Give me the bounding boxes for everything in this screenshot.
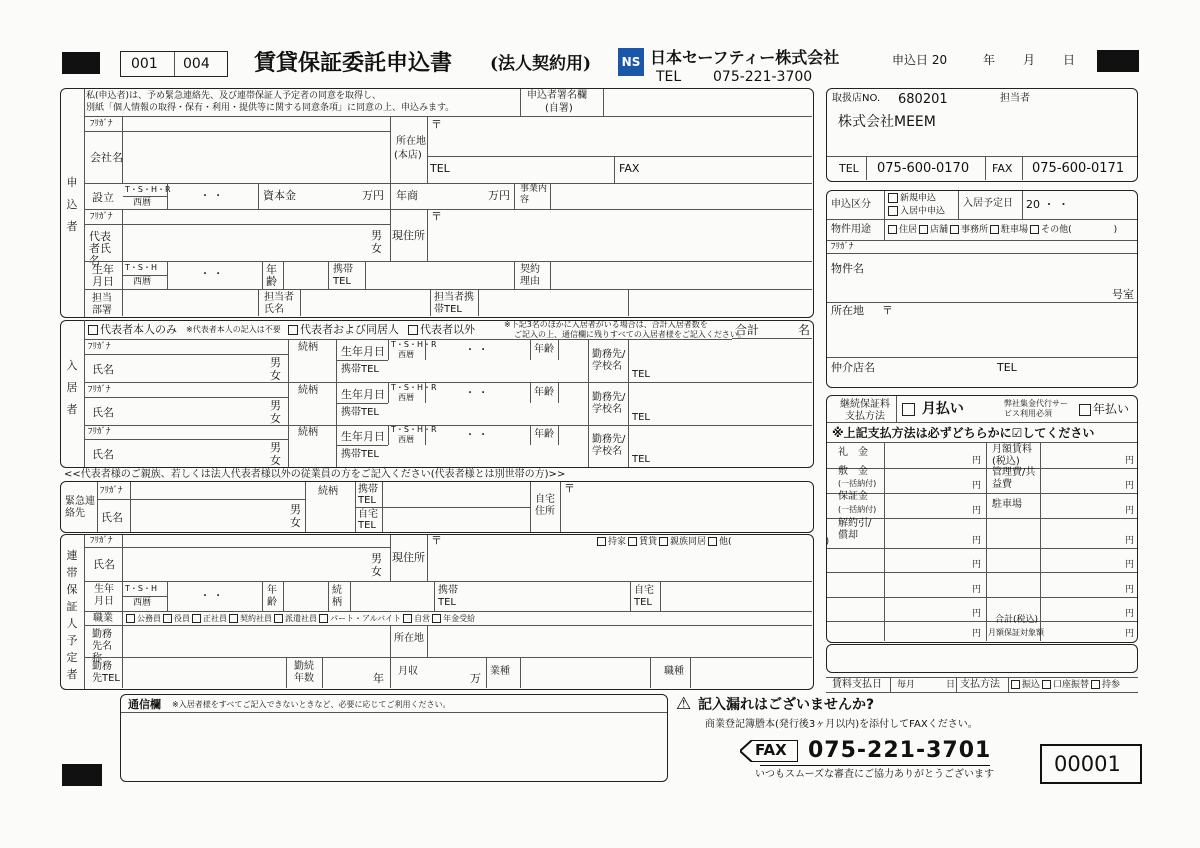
date-day: 日: [1063, 53, 1076, 67]
consent-line-2: 別紙「個人情報の取得・保有・利用・提供等に関する同意条項」に同意の上、申込みます。: [86, 103, 455, 113]
resident-birth-dots: ・ ・: [465, 388, 489, 399]
staff-name-label: 担当者氏名: [264, 292, 294, 315]
footer-fax-number: 075-221-3701: [808, 738, 992, 763]
guarantor-postal: 〒: [431, 534, 442, 547]
resident-relation: 続柄: [298, 385, 318, 396]
resident-workplace-label: 勤務先/学校名: [592, 392, 626, 415]
resident-era: T・S・H・R: [391, 383, 437, 392]
work-tel-label: 勤務先TEL: [92, 661, 120, 684]
capital-unit: 万円: [362, 189, 384, 202]
rep-address-label: 現住所: [392, 229, 425, 242]
emergency-postal: 〒: [564, 482, 575, 495]
service-note: 弊社集金代行サービス利用必須: [1004, 399, 1068, 418]
yearly-option[interactable]: 年払い: [1079, 403, 1129, 416]
date-year: 年: [983, 53, 996, 67]
seireki-label: 西暦: [133, 198, 152, 208]
yen-right: 円: [1125, 560, 1135, 570]
warning-icon: ⚠: [676, 694, 692, 714]
property-postal: 〒: [882, 304, 893, 317]
signature-label: 申込者署名欄: [527, 90, 587, 101]
resident-birth-label: 生年月日: [341, 388, 385, 401]
residents-total-label: 合計: [735, 323, 760, 337]
residents-total-unit: 名: [798, 323, 811, 337]
yen-right: 円: [1125, 506, 1135, 516]
occupations-option[interactable]: 公務員: [126, 614, 161, 623]
established-label: 設立: [92, 191, 114, 204]
usage-label: 物件用途: [831, 224, 871, 235]
occupations-option[interactable]: 年金受給: [432, 614, 475, 623]
years-unit: 年: [373, 672, 384, 685]
emergency-name-label: 氏名: [101, 511, 123, 524]
usages-option[interactable]: その他(: [1030, 225, 1072, 235]
option-other-than-rep[interactable]: 代表者以外: [408, 324, 475, 335]
resident-male: 男: [270, 399, 281, 412]
resident-age-label: 年齢: [534, 387, 554, 398]
registration-mark-top-right: [1097, 50, 1139, 72]
occupations-option[interactable]: 正社員: [192, 614, 227, 623]
store-no-value: 680201: [898, 92, 948, 107]
category-label: 申込区分: [831, 199, 871, 210]
yen-right: 円: [1125, 481, 1135, 491]
resident-workplace-label: 勤務先/学校名: [592, 349, 626, 372]
usages-option[interactable]: 駐車場: [990, 225, 1028, 235]
emergency-relation: 続柄: [318, 486, 338, 497]
emergency-furigana: ﾌﾘｶﾞﾅ: [100, 486, 123, 496]
housing-option[interactable]: 他(: [708, 537, 732, 547]
resident-tel-label: TEL: [632, 412, 650, 423]
form-code: [120, 51, 228, 77]
resident-mobile-label: 携帯TEL: [341, 364, 379, 375]
yen-left: 円: [972, 629, 982, 639]
payment-left-label: 保証金: [838, 491, 868, 502]
emergency-male: 男: [290, 503, 301, 516]
resident-furigana: ﾌﾘｶﾞﾅ: [88, 342, 111, 352]
guarantor-age-label: 年齢: [267, 585, 277, 608]
paymethods-option[interactable]: 振込: [1011, 680, 1040, 690]
total-label: 合計(税込): [995, 615, 1039, 625]
resident-seireki: 西暦: [398, 435, 414, 444]
total-sub-label: 月額保証対象額: [988, 628, 1044, 637]
resident-era: T・S・H・R: [391, 425, 437, 434]
resident-era: T・S・H・R: [391, 340, 437, 349]
option-rep-and-cohabitant[interactable]: 代表者および同居人: [288, 324, 399, 335]
date-month: 月: [1023, 53, 1036, 67]
resident-mobile-label: 携帯TEL: [341, 407, 379, 418]
guarantor-female: 女: [371, 565, 382, 578]
usages-option[interactable]: 住居: [888, 225, 917, 235]
pay-method-label: 支払方法: [960, 679, 1000, 690]
yen-left: 円: [972, 585, 982, 595]
residents-note-2: ご記入の上、通信欄に残りすべての入居者様をご記入ください。: [514, 330, 746, 339]
payment-method-label: 継続保証料支払方法: [840, 399, 890, 422]
payment-left-label: 礼 金: [838, 447, 868, 458]
guarantor-era: T・S・H: [125, 584, 157, 593]
yen-left: 円: [972, 456, 982, 466]
contract-reason-label: 契約理由: [520, 264, 540, 287]
occupation-options[interactable]: [126, 614, 477, 623]
rent-day-label: 賃料支払日: [832, 679, 882, 690]
occupations-option[interactable]: 派遣社員: [274, 614, 317, 623]
guarantor-seireki: 西暦: [133, 598, 152, 608]
emergency-side-label: 緊急連絡先: [65, 496, 95, 519]
form-code-2: 004: [183, 56, 210, 72]
yen-right: 円: [1125, 456, 1135, 466]
attach-instruction: 商業登記簿謄本(発行後3ヶ月以内)を添付してFAXください。: [705, 719, 978, 730]
guarantor-home-tel-label: 自宅TEL: [634, 585, 654, 608]
payment-left-label: (一括納付): [838, 479, 877, 488]
monthly-option[interactable]: 月払い: [902, 402, 964, 416]
rep-mobile-label: 携帯TEL: [333, 264, 353, 287]
emergency-home-tel-label: 自宅TEL: [358, 509, 378, 531]
option-rep-only-note: ※代表者本人の記入は不要: [186, 325, 281, 334]
staff-mobile-label: 担当者携帯TEL: [434, 292, 474, 315]
pay-method-options[interactable]: [1011, 680, 1122, 690]
agent-company: 株式会社MEEM: [838, 114, 936, 130]
applicant-side-label: 申込者: [66, 176, 78, 233]
income-label: 月収: [398, 666, 418, 677]
industry-label: 業種: [490, 666, 510, 677]
occupations-option[interactable]: 役員: [163, 614, 190, 623]
yen-left: 円: [972, 560, 982, 570]
rent-day-monthly: 毎月: [897, 680, 916, 690]
postal-mark: 〒: [431, 118, 442, 131]
property-address-label: 所在地: [831, 304, 864, 317]
blank-box: [826, 644, 1138, 673]
job-label: 職種: [664, 666, 684, 677]
resident-furigana: ﾌﾘｶﾞﾅ: [88, 427, 111, 437]
residents-section: [60, 320, 814, 468]
communication-label: 通信欄: [128, 698, 161, 711]
guarantor-name-label: 氏名: [93, 558, 115, 571]
staff-dept-label: 担当部署: [92, 293, 112, 316]
agent-staff-label: 担当者: [1000, 93, 1030, 104]
payment-right-label: 駐車場: [992, 499, 1022, 510]
payment-left-label: 解約引/償却: [838, 518, 872, 541]
guarantor-mobile-label: 携帯TEL: [438, 585, 458, 608]
move-in-label: 入居予定日: [963, 198, 1013, 209]
sales-label: 年商: [396, 189, 418, 202]
yen-left: 円: [972, 609, 982, 619]
payment-must-note: ※上記支払方法は必ずどちらかに☑してください: [832, 426, 1095, 440]
guarantor-birth-label: 生年月日: [94, 584, 114, 607]
housing-option[interactable]: 賃貸: [628, 537, 657, 547]
era-options: T・S・H・R: [125, 185, 171, 194]
residents-note-1: ※下記3名のほかに入居者がいる場合は、合計入居者数を: [504, 320, 708, 329]
form-subtitle: (法人契約用): [490, 54, 592, 74]
fax-badge-label: FAX: [755, 741, 787, 759]
fax-badge: [740, 740, 798, 762]
company-tel: 075-221-3700: [713, 69, 813, 85]
broker-tel-label: TEL: [997, 361, 1017, 374]
guarantor-furigana: ﾌﾘｶﾞﾅ: [90, 536, 113, 546]
rep-age-label: 年齢: [266, 263, 277, 288]
resident-workplace-label: 勤務先/学校名: [592, 434, 626, 457]
form-title: 賃貸保証委託申込書: [254, 50, 453, 76]
resident-name-label: 氏名: [92, 406, 114, 419]
emergency-mobile-label: 携帯TEL: [358, 484, 378, 506]
yen-right: 円: [1125, 609, 1135, 619]
resident-relation: 続柄: [298, 342, 318, 353]
resident-mobile-label: 携帯TEL: [341, 449, 379, 460]
resident-age-label: 年齢: [534, 429, 554, 440]
resident-relation: 続柄: [298, 427, 318, 438]
furigana-label: ﾌﾘｶﾞﾅ: [90, 119, 113, 129]
address-label: 所在地: [396, 136, 426, 147]
work-name-label: 勤務先名称: [92, 629, 112, 664]
payment-left-label: 敷 金: [838, 466, 868, 477]
resident-seireki: 西暦: [398, 393, 414, 402]
resident-birth-label: 生年月日: [341, 430, 385, 443]
capital-label: 資本金: [263, 189, 296, 202]
option-rep-only[interactable]: 代表者本人のみ: [88, 324, 177, 335]
resident-male: 男: [270, 356, 281, 369]
resident-name-label: 氏名: [92, 363, 114, 376]
usages-option[interactable]: 店舗: [919, 225, 948, 235]
company-tel-label: TEL: [656, 69, 682, 85]
housing-close: ): [825, 537, 830, 547]
sales-unit: 万円: [488, 189, 510, 202]
work-address-label: 所在地: [394, 633, 424, 644]
emergency-female: 女: [290, 516, 301, 529]
yen-left: 円: [972, 536, 982, 546]
consent-line-1: 私(申込者)は、予め緊急連絡先、及び連帯保証人予定者の同意を取得し、: [86, 91, 382, 101]
missing-entry-warning: 記入漏れはございませんか?: [698, 697, 875, 713]
rep-birth-dots: ・ ・: [200, 269, 224, 280]
resident-name-label: 氏名: [92, 448, 114, 461]
rep-seireki: 西暦: [133, 277, 152, 287]
resident-birth-label: 生年月日: [341, 345, 385, 358]
usages-option[interactable]: 事務所: [950, 225, 988, 235]
resident-female: 女: [270, 454, 281, 467]
company-name-label: 会社名: [90, 151, 123, 164]
occupations-option[interactable]: 自営: [403, 614, 430, 623]
store-no-label: 取扱店NO.: [832, 93, 881, 104]
property-furigana: ﾌﾘｶﾞﾅ: [831, 242, 854, 252]
head-office-label: (本店): [394, 150, 422, 161]
residents-side-label: 入居者: [66, 359, 78, 416]
form-code-1: 001: [131, 56, 158, 72]
housing-option[interactable]: 親族同居: [659, 537, 706, 547]
agent-tel-label: TEL: [839, 162, 859, 175]
occupations-option[interactable]: 契約社員: [229, 614, 272, 623]
resident-age-label: 年齢: [534, 344, 554, 355]
guarantor-side-label: 連帯保証人予定者: [66, 549, 78, 681]
guarantor-section: [60, 534, 814, 690]
resident-seireki: 西暦: [398, 350, 414, 359]
resident-male: 男: [270, 441, 281, 454]
guarantor-male: 男: [371, 552, 382, 565]
resident-birth-dots: ・ ・: [465, 430, 489, 441]
resident-birth-dots: ・ ・: [465, 345, 489, 356]
income-unit: 万: [470, 672, 481, 685]
agent-tel: 075-600-0170: [877, 161, 970, 176]
paymethods-option[interactable]: 口座振替: [1042, 680, 1089, 690]
established-date-dots: ・ ・: [200, 191, 224, 202]
payment-left-label: (一括納付): [838, 505, 877, 514]
broker-label: 仲介店名: [831, 361, 875, 374]
resident-female: 女: [270, 412, 281, 425]
rep-era: T・S・H: [125, 263, 157, 272]
applicant-fax-label: FAX: [619, 162, 640, 175]
signature-sub: (自署): [545, 103, 573, 114]
rent-day-unit: 日: [946, 680, 956, 690]
years-label: 勤続年数: [294, 661, 314, 684]
emergency-instruction: <<代表者様のご親族、若しくは法人代表者様以外の従業員の方をご記入ください(代表者様とは別世帯の方)>>: [64, 469, 566, 480]
application-date-label: 申込日 20: [892, 53, 948, 67]
rep-female: 女: [371, 242, 382, 255]
rep-furigana: ﾌﾘｶﾞﾅ: [90, 212, 113, 222]
rep-birth-label: 生年月日: [92, 263, 114, 288]
guarantor-relation-label: 続柄: [332, 585, 342, 608]
room-label: 号室: [1112, 288, 1134, 301]
thanks-message: いつもスムーズな審査にご協力ありがとうございます: [755, 769, 994, 780]
applicant-tel-label: TEL: [430, 162, 450, 175]
occupations-option[interactable]: パート・アルバイト: [319, 614, 401, 623]
moving-application[interactable]: 入居中申込: [888, 206, 945, 217]
housing-options[interactable]: [597, 537, 829, 547]
usages-close: ): [1113, 225, 1118, 235]
payment-right-label: 管理費/共益費: [992, 467, 1036, 490]
payment-right-label: 月額賃料(税込): [992, 444, 1032, 467]
yen-right: 円: [1125, 629, 1135, 639]
guarantor-birth-dots: ・ ・: [200, 591, 224, 602]
rep-male: 男: [371, 229, 382, 242]
resident-tel-label: TEL: [632, 454, 650, 465]
guarantor-address-label: 現住所: [392, 551, 425, 564]
new-application[interactable]: 新規申込: [888, 193, 936, 204]
agent-fax: 075-600-0171: [1032, 161, 1125, 176]
usage-options[interactable]: [888, 225, 1117, 235]
emergency-home-address-label: 自宅住所: [535, 494, 555, 517]
paymethods-option[interactable]: 持参: [1091, 680, 1120, 690]
serial-number: 00001: [1054, 752, 1121, 776]
rep-name-label: 代表者氏名: [89, 230, 111, 267]
yen-left: 円: [972, 506, 982, 516]
agent-fax-label: FAX: [992, 162, 1013, 175]
company-logo: NS: [618, 48, 644, 76]
serial-number-box: [1040, 744, 1142, 784]
yen-left: 円: [972, 481, 982, 491]
yen-right: 円: [1125, 585, 1135, 595]
occupation-label: 職業: [93, 613, 113, 624]
resident-furigana: ﾌﾘｶﾞﾅ: [88, 385, 111, 395]
resident-tel-label: TEL: [632, 369, 650, 380]
housing-option[interactable]: 持家: [597, 537, 626, 547]
registration-mark-top-left: [62, 52, 100, 74]
rep-postal: 〒: [431, 210, 442, 223]
yen-right: 円: [1125, 536, 1135, 546]
business-label: 事業内容: [520, 184, 548, 205]
registration-mark-bottom-left: [62, 764, 102, 786]
property-name-label: 物件名: [831, 262, 864, 275]
company-name: 日本セーフティー株式会社: [650, 48, 840, 67]
communication-note: ※入居者様をすべてご記入できないときなど、必要に応じてご利用ください。: [172, 700, 451, 709]
resident-female: 女: [270, 369, 281, 382]
move-in-value: 20 ・ ・: [1026, 198, 1069, 211]
